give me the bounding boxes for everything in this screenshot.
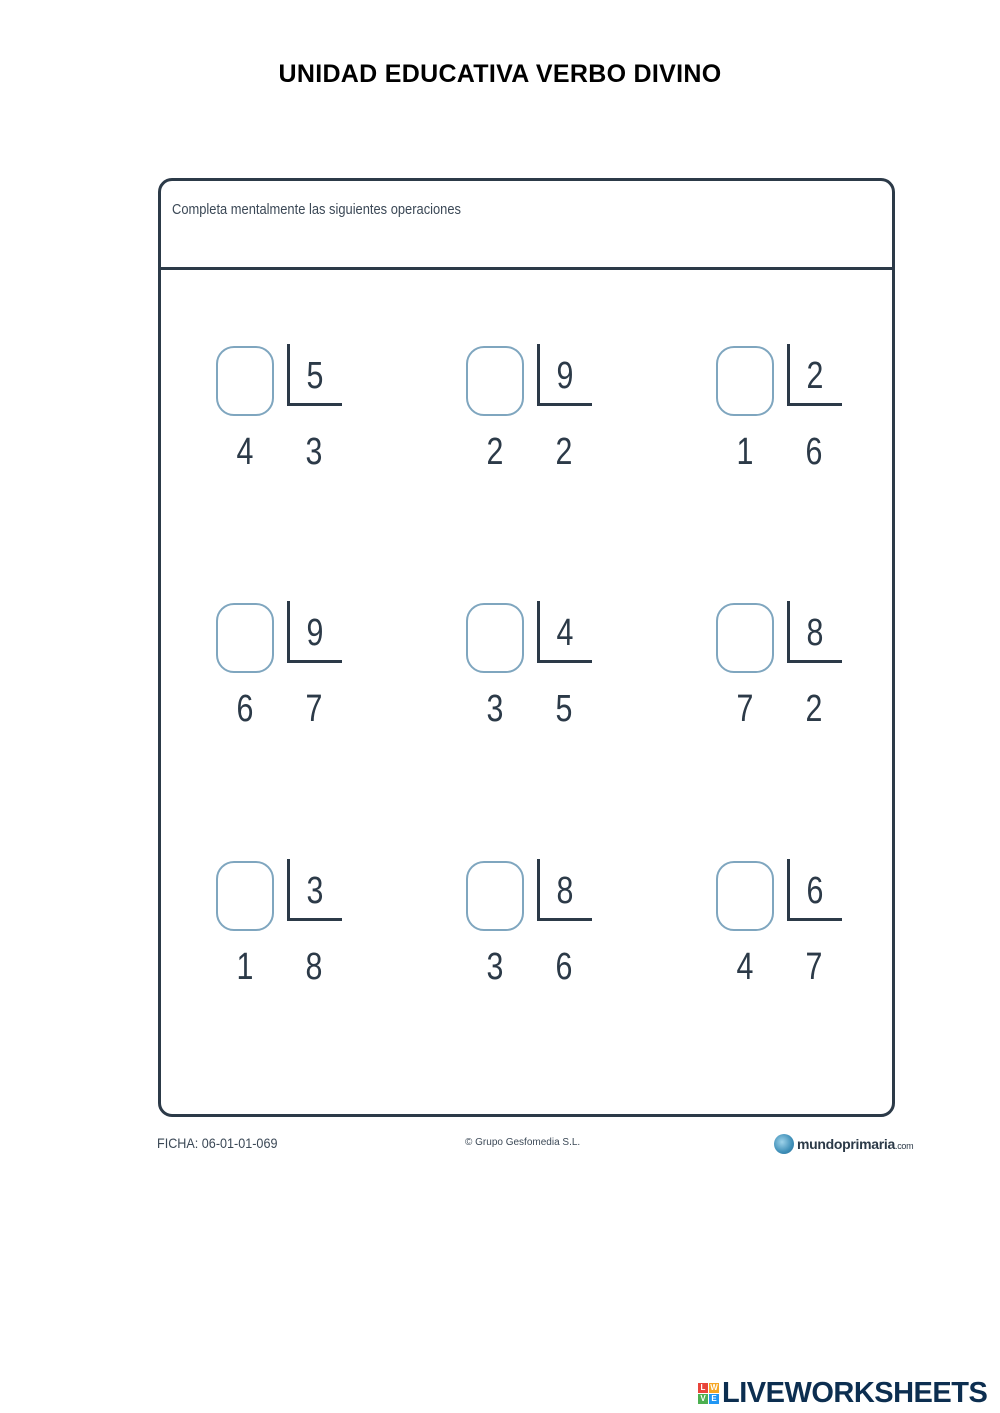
divisor: 9 (306, 612, 324, 654)
division-bracket (287, 344, 290, 406)
answer-input[interactable] (716, 346, 774, 416)
dividend-units: 2 (555, 431, 573, 473)
division-operation (466, 861, 606, 1001)
division-bracket (787, 601, 790, 663)
division-operation (716, 346, 856, 486)
dividend-units: 3 (305, 431, 323, 473)
answer-input[interactable] (216, 346, 274, 416)
divisor: 8 (556, 870, 574, 912)
division-bracket (287, 859, 290, 921)
division-bracket (537, 601, 540, 663)
logo-suffix: .com (895, 1141, 914, 1151)
worksheet-header (161, 181, 892, 270)
answer-input[interactable] (466, 603, 524, 673)
division-operation (716, 603, 856, 743)
dividend-units: 2 (805, 688, 823, 730)
page-title: UNIDAD EDUCATIVA VERBO DIVINO (278, 60, 722, 88)
division-operation (466, 346, 606, 486)
icon-letter: V (698, 1394, 708, 1404)
division-bracket (787, 918, 842, 921)
answer-input[interactable] (216, 603, 274, 673)
divisor: 3 (306, 870, 324, 912)
dividend-units: 6 (805, 431, 823, 473)
answer-input[interactable] (716, 861, 774, 931)
worksheet-panel (158, 178, 895, 1117)
dividend-tens: 1 (736, 431, 754, 473)
icon-letter: E (709, 1394, 719, 1404)
division-bracket (787, 344, 790, 406)
dividend-units: 7 (805, 946, 823, 988)
dividend-tens: 7 (736, 688, 754, 730)
dividend-tens: 4 (236, 431, 254, 473)
division-operation (466, 603, 606, 743)
divisor: 9 (556, 355, 574, 397)
division-bracket (537, 918, 592, 921)
division-bracket (537, 344, 540, 406)
dividend-tens: 2 (486, 431, 504, 473)
divisor: 8 (806, 612, 824, 654)
division-bracket (287, 918, 342, 921)
answer-input[interactable] (466, 346, 524, 416)
globe-icon (774, 1134, 794, 1154)
division-bracket (287, 601, 290, 663)
division-bracket (287, 403, 342, 406)
divisor: 6 (806, 870, 824, 912)
divisor: 5 (306, 355, 324, 397)
instructions-text: Completa mentalmente las siguientes operaciones (172, 201, 461, 218)
dividend-tens: 3 (486, 688, 504, 730)
dividend-tens: 1 (236, 946, 254, 988)
division-bracket (537, 403, 592, 406)
worksheet-code: FICHA: 06-01-01-069 (157, 1135, 278, 1151)
dividend-tens: 6 (236, 688, 254, 730)
division-operation (216, 861, 356, 1001)
answer-input[interactable] (466, 861, 524, 931)
dividend-units: 8 (305, 946, 323, 988)
copyright-text: © Grupo Gesfomedia S.L. (465, 1137, 581, 1148)
division-operation (716, 861, 856, 1001)
division-operation (216, 603, 356, 743)
dividend-tens: 4 (736, 946, 754, 988)
liveworksheets-icon (698, 1383, 719, 1404)
division-bracket (787, 660, 842, 663)
dividend-units: 6 (555, 946, 573, 988)
divisor: 2 (806, 355, 824, 397)
division-bracket (787, 859, 790, 921)
logo-main: mundoprimaria (797, 1136, 896, 1152)
division-operation (216, 346, 356, 486)
icon-letter: L (698, 1383, 708, 1393)
logo-text (797, 1136, 913, 1152)
icon-letter: W (710, 1382, 718, 1392)
answer-input[interactable] (716, 603, 774, 673)
dividend-units: 5 (555, 688, 573, 730)
mundoprimaria-logo (774, 1128, 913, 1160)
division-bracket (287, 660, 342, 663)
divisor: 4 (556, 612, 574, 654)
division-bracket (537, 859, 540, 921)
division-bracket (537, 660, 592, 663)
division-bracket (787, 403, 842, 406)
dividend-units: 7 (305, 688, 323, 730)
dividend-tens: 3 (486, 946, 504, 988)
answer-input[interactable] (216, 861, 274, 931)
liveworksheets-logo (698, 1377, 987, 1409)
brand-name: LIVEWORKSHEETS (722, 1376, 988, 1409)
